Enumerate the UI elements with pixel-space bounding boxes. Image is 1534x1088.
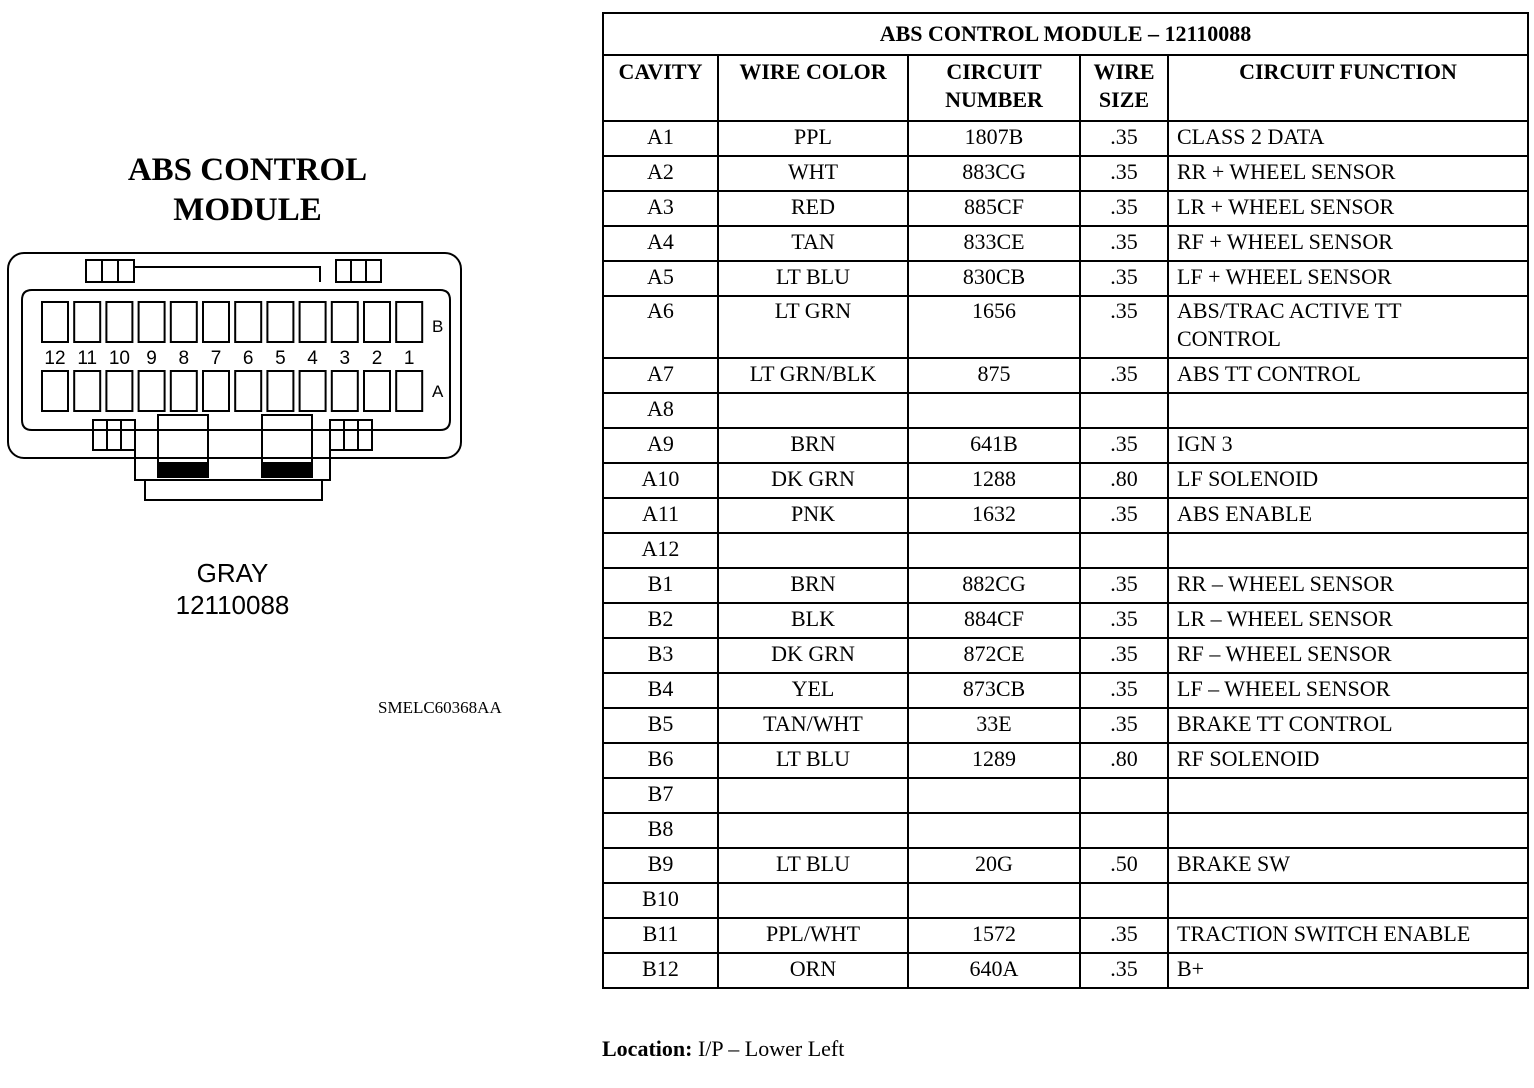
cell-wire-size: .35	[1080, 498, 1168, 533]
circuit-function-text: ABS ENABLE	[1177, 501, 1313, 526]
pin-number-label: 2	[371, 348, 383, 369]
connector-title	[95, 150, 400, 230]
cell-wire-size: .35	[1080, 673, 1168, 708]
cell-circuit-function	[1168, 708, 1528, 743]
table-row	[603, 918, 1528, 953]
cell-circuit-number: 875	[908, 358, 1080, 393]
cavity-a-5	[267, 371, 293, 411]
cavity-a-4	[300, 371, 326, 411]
row-a-label: A	[432, 382, 444, 401]
table-row	[603, 603, 1528, 638]
cell-cavity: A3	[603, 191, 718, 226]
cell-circuit-number: 833CE	[908, 226, 1080, 261]
cell-cavity: A11	[603, 498, 718, 533]
circuit-function-text: LF – WHEEL SENSOR	[1177, 676, 1391, 701]
cell-wire-color: LT BLU	[718, 743, 908, 778]
cell-cavity: A12	[603, 533, 718, 568]
cell-circuit-function	[1168, 778, 1528, 813]
cell-wire-color: RED	[718, 191, 908, 226]
circuit-function-text: RR – WHEEL SENSOR	[1177, 571, 1394, 596]
cavity-a-1	[396, 371, 422, 411]
table-row	[603, 191, 1528, 226]
cell-cavity: A5	[603, 261, 718, 296]
cavity-b-12	[42, 302, 68, 342]
cell-circuit-number: 872CE	[908, 638, 1080, 673]
cell-circuit-number: 641B	[908, 428, 1080, 463]
cell-circuit-function	[1168, 156, 1528, 191]
circuit-function-text: LF SOLENOID	[1177, 466, 1319, 491]
circuit-function-text: BRAKE SW	[1177, 851, 1291, 876]
cell-circuit-number: 884CF	[908, 603, 1080, 638]
cell-wire-size	[1080, 393, 1168, 428]
cell-cavity: B9	[603, 848, 718, 883]
cell-cavity: B4	[603, 673, 718, 708]
table-row	[603, 156, 1528, 191]
circuit-function-text: RF + WHEEL SENSOR	[1177, 229, 1393, 254]
header-circuit-number-line-2: NUMBER	[945, 87, 1043, 112]
cell-wire-color: LT GRN/BLK	[718, 358, 908, 393]
pin-number-label: 12	[44, 348, 66, 369]
header-cavity: CAVITY	[603, 55, 718, 121]
table-row	[603, 226, 1528, 261]
cell-wire-color	[718, 883, 908, 918]
table-row	[603, 261, 1528, 296]
location-note	[602, 1036, 844, 1062]
cavity-b-10	[106, 302, 132, 342]
circuit-function-text: LR + WHEEL SENSOR	[1177, 194, 1395, 219]
cell-circuit-function	[1168, 883, 1528, 918]
location-label: Location:	[602, 1036, 693, 1061]
cell-wire-color	[718, 533, 908, 568]
cell-wire-size: .80	[1080, 743, 1168, 778]
circuit-function-text: CLASS 2 DATA	[1177, 124, 1325, 149]
cavity-a-10	[106, 371, 132, 411]
cell-wire-size: .35	[1080, 121, 1168, 156]
circuit-function-text: BRAKE TT CONTROL	[1177, 711, 1393, 736]
cell-wire-size: .35	[1080, 191, 1168, 226]
pin-number-label: 4	[307, 348, 318, 369]
cell-wire-color: ORN	[718, 953, 908, 988]
cell-circuit-function	[1168, 358, 1528, 393]
cell-circuit-function	[1168, 953, 1528, 988]
top-left-latch	[86, 260, 320, 282]
pin-number-label: 5	[275, 348, 286, 369]
cell-cavity: B7	[603, 778, 718, 813]
cell-wire-size: .35	[1080, 358, 1168, 393]
cell-wire-size: .35	[1080, 708, 1168, 743]
cell-cavity: B5	[603, 708, 718, 743]
cell-wire-color: BRN	[718, 428, 908, 463]
cell-circuit-number: 33E	[908, 708, 1080, 743]
table-row	[603, 393, 1528, 428]
cell-wire-size	[1080, 533, 1168, 568]
pin-number-label: 1	[403, 348, 415, 369]
location-value: I/P – Lower Left	[697, 1036, 845, 1061]
cell-circuit-number: 830CB	[908, 261, 1080, 296]
connector-color: GRAY	[196, 558, 269, 588]
cell-circuit-function	[1168, 638, 1528, 673]
cavity-a-9	[139, 371, 165, 411]
cell-wire-color: PPL/WHT	[718, 918, 908, 953]
cavity-a-8	[171, 371, 197, 411]
cell-cavity: A4	[603, 226, 718, 261]
circuit-function-text: RF SOLENOID	[1177, 746, 1320, 771]
cell-wire-color: LT BLU	[718, 261, 908, 296]
cavity-row-b	[42, 302, 422, 342]
cell-wire-size: .35	[1080, 261, 1168, 296]
cell-circuit-function	[1168, 463, 1528, 498]
cavity-b-9	[139, 302, 165, 342]
table-title: ABS CONTROL MODULE – 12110088	[603, 13, 1528, 55]
pin-number-label: 9	[146, 348, 157, 369]
circuit-function-text: B+	[1177, 956, 1205, 981]
cavity-b-8	[171, 302, 197, 342]
connector-housing	[8, 253, 461, 458]
cell-cavity: A1	[603, 121, 718, 156]
circuit-function-text: IGN 3	[1177, 431, 1233, 456]
table-row	[603, 743, 1528, 778]
top-right-latch	[336, 260, 381, 282]
cell-wire-size: .35	[1080, 918, 1168, 953]
table-row	[603, 883, 1528, 918]
cell-circuit-number: 1289	[908, 743, 1080, 778]
cell-cavity: A8	[603, 393, 718, 428]
cell-circuit-function	[1168, 673, 1528, 708]
cell-cavity: B12	[603, 953, 718, 988]
connector-face-svg	[0, 245, 470, 515]
cell-wire-color: LT GRN	[718, 296, 908, 358]
cell-cavity: B10	[603, 883, 718, 918]
circuit-function-text: RF – WHEEL SENSOR	[1177, 641, 1392, 666]
cavity-b-7	[203, 302, 229, 342]
figure-code: SMELC60368AA	[378, 698, 502, 717]
pinout-table	[602, 12, 1529, 989]
cell-wire-size: .35	[1080, 568, 1168, 603]
bottom-left-latch	[93, 420, 135, 450]
cell-wire-size: .50	[1080, 848, 1168, 883]
table-row	[603, 533, 1528, 568]
table-row	[603, 778, 1528, 813]
cell-cavity: B1	[603, 568, 718, 603]
cavity-b-6	[235, 302, 261, 342]
table-row	[603, 296, 1528, 358]
cell-wire-color: WHT	[718, 156, 908, 191]
pin-number-label: 8	[178, 348, 190, 369]
cell-wire-size: .80	[1080, 463, 1168, 498]
cell-wire-size: .35	[1080, 156, 1168, 191]
cell-circuit-function	[1168, 393, 1528, 428]
pin-number-labels	[44, 348, 414, 369]
cell-circuit-function	[1168, 813, 1528, 848]
cell-circuit-number: 882CG	[908, 568, 1080, 603]
cell-wire-color: TAN	[718, 226, 908, 261]
circuit-function-text: ABS TT CONTROL	[1177, 361, 1361, 386]
table-row	[603, 121, 1528, 156]
cell-circuit-function	[1168, 428, 1528, 463]
cell-circuit-number: 640A	[908, 953, 1080, 988]
header-wire-size-line-2: SIZE	[1098, 87, 1150, 112]
circuit-function-text: LF + WHEEL SENSOR	[1177, 264, 1392, 289]
connector-face-diagram	[0, 245, 470, 515]
cavity-b-11	[74, 302, 100, 342]
connector-title-line-2: MODULE	[173, 192, 322, 228]
cell-wire-color	[718, 393, 908, 428]
circuit-function-text-line-2: CONTROL	[1177, 326, 1281, 351]
cell-circuit-function	[1168, 498, 1528, 533]
table-row	[603, 463, 1528, 498]
cell-wire-color: DK GRN	[718, 638, 908, 673]
cavity-b-4	[300, 302, 326, 342]
circuit-function-text: ABS/TRAC ACTIVE TT	[1177, 298, 1402, 323]
cell-wire-color: TAN/WHT	[718, 708, 908, 743]
table-row	[603, 813, 1528, 848]
cell-wire-color: PPL	[718, 121, 908, 156]
cell-circuit-number: 1572	[908, 918, 1080, 953]
cavity-a-11	[74, 371, 100, 411]
cell-circuit-number	[908, 778, 1080, 813]
cell-circuit-number	[908, 533, 1080, 568]
cavity-a-12	[42, 371, 68, 411]
cavity-a-3	[332, 371, 358, 411]
cell-cavity: B11	[603, 918, 718, 953]
cell-wire-color: YEL	[718, 673, 908, 708]
cell-circuit-function	[1168, 261, 1528, 296]
cell-circuit-function	[1168, 918, 1528, 953]
row-b-label: B	[432, 317, 444, 336]
pin-number-label: 3	[339, 348, 351, 369]
cell-wire-size	[1080, 813, 1168, 848]
cell-wire-size: .35	[1080, 296, 1168, 358]
cell-circuit-number: 1656	[908, 296, 1080, 358]
cell-circuit-function	[1168, 743, 1528, 778]
cell-wire-color: PNK	[718, 498, 908, 533]
cell-circuit-function	[1168, 568, 1528, 603]
cell-cavity: B3	[603, 638, 718, 673]
circuit-function-text: RR + WHEEL SENSOR	[1177, 159, 1396, 184]
cell-cavity: A9	[603, 428, 718, 463]
cell-circuit-function	[1168, 533, 1528, 568]
bottom-right-latch	[330, 420, 372, 450]
cell-circuit-number: 1288	[908, 463, 1080, 498]
header-wire-size-line-1: WIRE	[1093, 59, 1155, 84]
table-row	[603, 848, 1528, 883]
cell-circuit-number	[908, 883, 1080, 918]
pin-number-label: 10	[108, 348, 130, 369]
cell-wire-color: BRN	[718, 568, 908, 603]
cell-cavity: A2	[603, 156, 718, 191]
header-wire-color: WIRE COLOR	[718, 55, 908, 121]
table-row	[603, 638, 1528, 673]
cell-wire-size: .35	[1080, 953, 1168, 988]
cell-circuit-function	[1168, 296, 1528, 358]
cell-circuit-number: 20G	[908, 848, 1080, 883]
cell-circuit-number	[908, 393, 1080, 428]
pin-number-label: 11	[77, 348, 98, 369]
cell-circuit-function	[1168, 226, 1528, 261]
table-row	[603, 568, 1528, 603]
cell-wire-color: LT BLU	[718, 848, 908, 883]
cell-circuit-number: 1807B	[908, 121, 1080, 156]
table-row	[603, 708, 1528, 743]
cell-circuit-function	[1168, 191, 1528, 226]
cavity-b-1	[396, 302, 422, 342]
cell-wire-size	[1080, 883, 1168, 918]
cell-cavity: B6	[603, 743, 718, 778]
cell-wire-size	[1080, 778, 1168, 813]
connector-part-number: 12110088	[175, 590, 290, 620]
cell-cavity: B2	[603, 603, 718, 638]
cell-wire-size: .35	[1080, 428, 1168, 463]
table-body	[603, 121, 1528, 988]
cavity-b-3	[332, 302, 358, 342]
cell-circuit-number	[908, 813, 1080, 848]
cell-wire-size: .35	[1080, 638, 1168, 673]
pin-number-label: 7	[210, 348, 222, 369]
cell-circuit-number: 883CG	[908, 156, 1080, 191]
circuit-function-text: TRACTION SWITCH ENABLE	[1177, 921, 1471, 946]
cavity-a-6	[235, 371, 261, 411]
cell-wire-size: .35	[1080, 603, 1168, 638]
header-wire-size	[1080, 55, 1168, 121]
connector-title-line-1: ABS CONTROL	[127, 152, 368, 188]
cell-wire-color: BLK	[718, 603, 908, 638]
pin-number-label: 6	[242, 348, 254, 369]
cell-wire-size: .35	[1080, 226, 1168, 261]
table-row	[603, 953, 1528, 988]
cell-cavity: B8	[603, 813, 718, 848]
cell-wire-color	[718, 778, 908, 813]
cell-circuit-function	[1168, 121, 1528, 156]
cell-cavity: A10	[603, 463, 718, 498]
table-row	[603, 498, 1528, 533]
cell-circuit-number: 885CF	[908, 191, 1080, 226]
circuit-function-text: LR – WHEEL SENSOR	[1177, 606, 1393, 631]
table-row	[603, 358, 1528, 393]
cavity-a-7	[203, 371, 229, 411]
cell-cavity: A7	[603, 358, 718, 393]
cell-circuit-number: 873CB	[908, 673, 1080, 708]
table-title-row	[603, 13, 1528, 55]
header-circuit-function: CIRCUIT FUNCTION	[1168, 55, 1528, 121]
cell-cavity: A6	[603, 296, 718, 358]
cavity-b-2	[364, 302, 390, 342]
table-row	[603, 673, 1528, 708]
cavity-row-a	[42, 371, 422, 411]
header-circuit-number-line-1: CIRCUIT	[946, 59, 1042, 84]
header-circuit-number	[908, 55, 1080, 121]
cell-circuit-number: 1632	[908, 498, 1080, 533]
cell-wire-color	[718, 813, 908, 848]
cell-circuit-function	[1168, 848, 1528, 883]
cell-wire-color: DK GRN	[718, 463, 908, 498]
cavity-b-5	[267, 302, 293, 342]
table-row	[603, 428, 1528, 463]
cell-circuit-function	[1168, 603, 1528, 638]
cavity-a-2	[364, 371, 390, 411]
table-header-row	[603, 55, 1528, 121]
